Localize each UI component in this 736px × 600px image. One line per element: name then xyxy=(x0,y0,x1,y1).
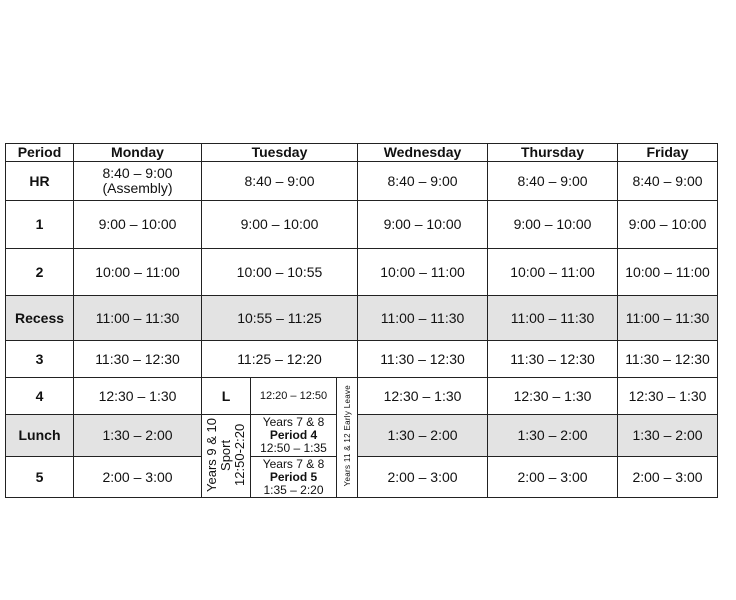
period-5: 5 xyxy=(6,457,74,498)
row-hr xyxy=(6,162,718,201)
cell-5-tuesday-years78 xyxy=(251,457,337,498)
cell-lunch-friday: 1:30 – 2:00 xyxy=(618,415,718,457)
timetable xyxy=(5,143,718,498)
cell-recess-friday: 11:00 – 11:30 xyxy=(618,296,718,341)
row-4 xyxy=(6,378,718,415)
cell-2-monday: 10:00 – 11:00 xyxy=(74,249,202,296)
cell-3-friday: 11:30 – 12:30 xyxy=(618,341,718,378)
period-3: 3 xyxy=(6,341,74,378)
header-tuesday: Tuesday xyxy=(202,144,358,162)
cell-lunch-tuesday-years78 xyxy=(251,415,337,457)
cell-hr-monday xyxy=(74,162,202,201)
cell-5-wednesday: 2:00 – 3:00 xyxy=(358,457,488,498)
cell-3-thursday: 11:30 – 12:30 xyxy=(488,341,618,378)
p5-tue-time: 1:35 – 2:20 xyxy=(263,482,324,497)
tuesday-sport-text xyxy=(205,418,247,492)
cell-1-thursday: 9:00 – 10:00 xyxy=(488,201,618,249)
sport-time: 12:50-2:20 xyxy=(232,423,247,486)
cell-4-thursday: 12:30 – 1:30 xyxy=(488,378,618,415)
header-row xyxy=(6,144,718,162)
cell-2-thursday: 10:00 – 11:00 xyxy=(488,249,618,296)
period-1: 1 xyxy=(6,201,74,249)
cell-1-tuesday: 9:00 – 10:00 xyxy=(202,201,358,249)
header-friday: Friday xyxy=(618,144,718,162)
cell-1-wednesday: 9:00 – 10:00 xyxy=(358,201,488,249)
cell-hr-thursday: 8:40 – 9:00 xyxy=(488,162,618,201)
lunch-tue-period-label: Period 4 xyxy=(269,428,318,442)
lunch-tue-years: Years 7 & 8 xyxy=(262,415,325,429)
cell-5-thursday: 2:00 – 3:00 xyxy=(488,457,618,498)
cell-hr-tuesday: 8:40 – 9:00 xyxy=(202,162,358,201)
row-1 xyxy=(6,201,718,249)
cell-hr-friday: 8:40 – 9:00 xyxy=(618,162,718,201)
row-5 xyxy=(6,457,718,498)
cell-lunch-monday: 1:30 – 2:00 xyxy=(74,415,202,457)
cell-hr-wednesday: 8:40 – 9:00 xyxy=(358,162,488,201)
hr-monday-note: (Assembly) xyxy=(102,180,173,196)
header-thursday: Thursday xyxy=(488,144,618,162)
sport-years: Years 9 & 10 xyxy=(204,417,219,492)
row-3 xyxy=(6,341,718,378)
row-recess xyxy=(6,296,718,341)
period-hr: HR xyxy=(6,162,74,201)
sport-label: Sport xyxy=(218,438,233,471)
cell-lunch-wednesday: 1:30 – 2:00 xyxy=(358,415,488,457)
p5-tue-years: Years 7 & 8 xyxy=(262,456,325,471)
tuesday-early-leave-cell xyxy=(337,378,358,498)
cell-recess-thursday: 11:00 – 11:30 xyxy=(488,296,618,341)
cell-3-wednesday: 11:30 – 12:30 xyxy=(358,341,488,378)
header-period: Period xyxy=(6,144,74,162)
cell-4-tuesday-lunch-marker: L xyxy=(202,378,251,415)
cell-recess-monday: 11:00 – 11:30 xyxy=(74,296,202,341)
cell-4-wednesday: 12:30 – 1:30 xyxy=(358,378,488,415)
period-4: 4 xyxy=(6,378,74,415)
cell-5-monday: 2:00 – 3:00 xyxy=(74,457,202,498)
period-2: 2 xyxy=(6,249,74,296)
cell-3-monday: 11:30 – 12:30 xyxy=(74,341,202,378)
tuesday-early-leave-text: Years 11 & 12 Early Leave xyxy=(342,385,352,487)
header-wednesday: Wednesday xyxy=(358,144,488,162)
cell-2-friday: 10:00 – 11:00 xyxy=(618,249,718,296)
cell-1-friday: 9:00 – 10:00 xyxy=(618,201,718,249)
cell-4-monday: 12:30 – 1:30 xyxy=(74,378,202,415)
period-lunch: Lunch xyxy=(6,415,74,457)
cell-2-tuesday: 10:00 – 10:55 xyxy=(202,249,358,296)
cell-5-friday: 2:00 – 3:00 xyxy=(618,457,718,498)
row-2 xyxy=(6,249,718,296)
cell-2-wednesday: 10:00 – 11:00 xyxy=(358,249,488,296)
hr-monday-time: 8:40 – 9:00 xyxy=(102,165,173,181)
cell-4-tuesday-time: 12:20 – 12:50 xyxy=(251,378,337,415)
cell-lunch-thursday: 1:30 – 2:00 xyxy=(488,415,618,457)
cell-1-monday: 9:00 – 10:00 xyxy=(74,201,202,249)
cell-recess-wednesday: 11:00 – 11:30 xyxy=(358,296,488,341)
p5-tue-period-label: Period 5 xyxy=(269,469,318,484)
lunch-tue-time: 12:50 – 1:35 xyxy=(260,441,327,455)
cell-3-tuesday: 11:25 – 12:20 xyxy=(202,341,358,378)
header-monday: Monday xyxy=(74,144,202,162)
cell-4-friday: 12:30 – 1:30 xyxy=(618,378,718,415)
tuesday-sport-cell xyxy=(202,415,251,498)
period-recess: Recess xyxy=(6,296,74,341)
cell-recess-tuesday: 10:55 – 11:25 xyxy=(202,296,358,341)
row-lunch xyxy=(6,415,718,457)
